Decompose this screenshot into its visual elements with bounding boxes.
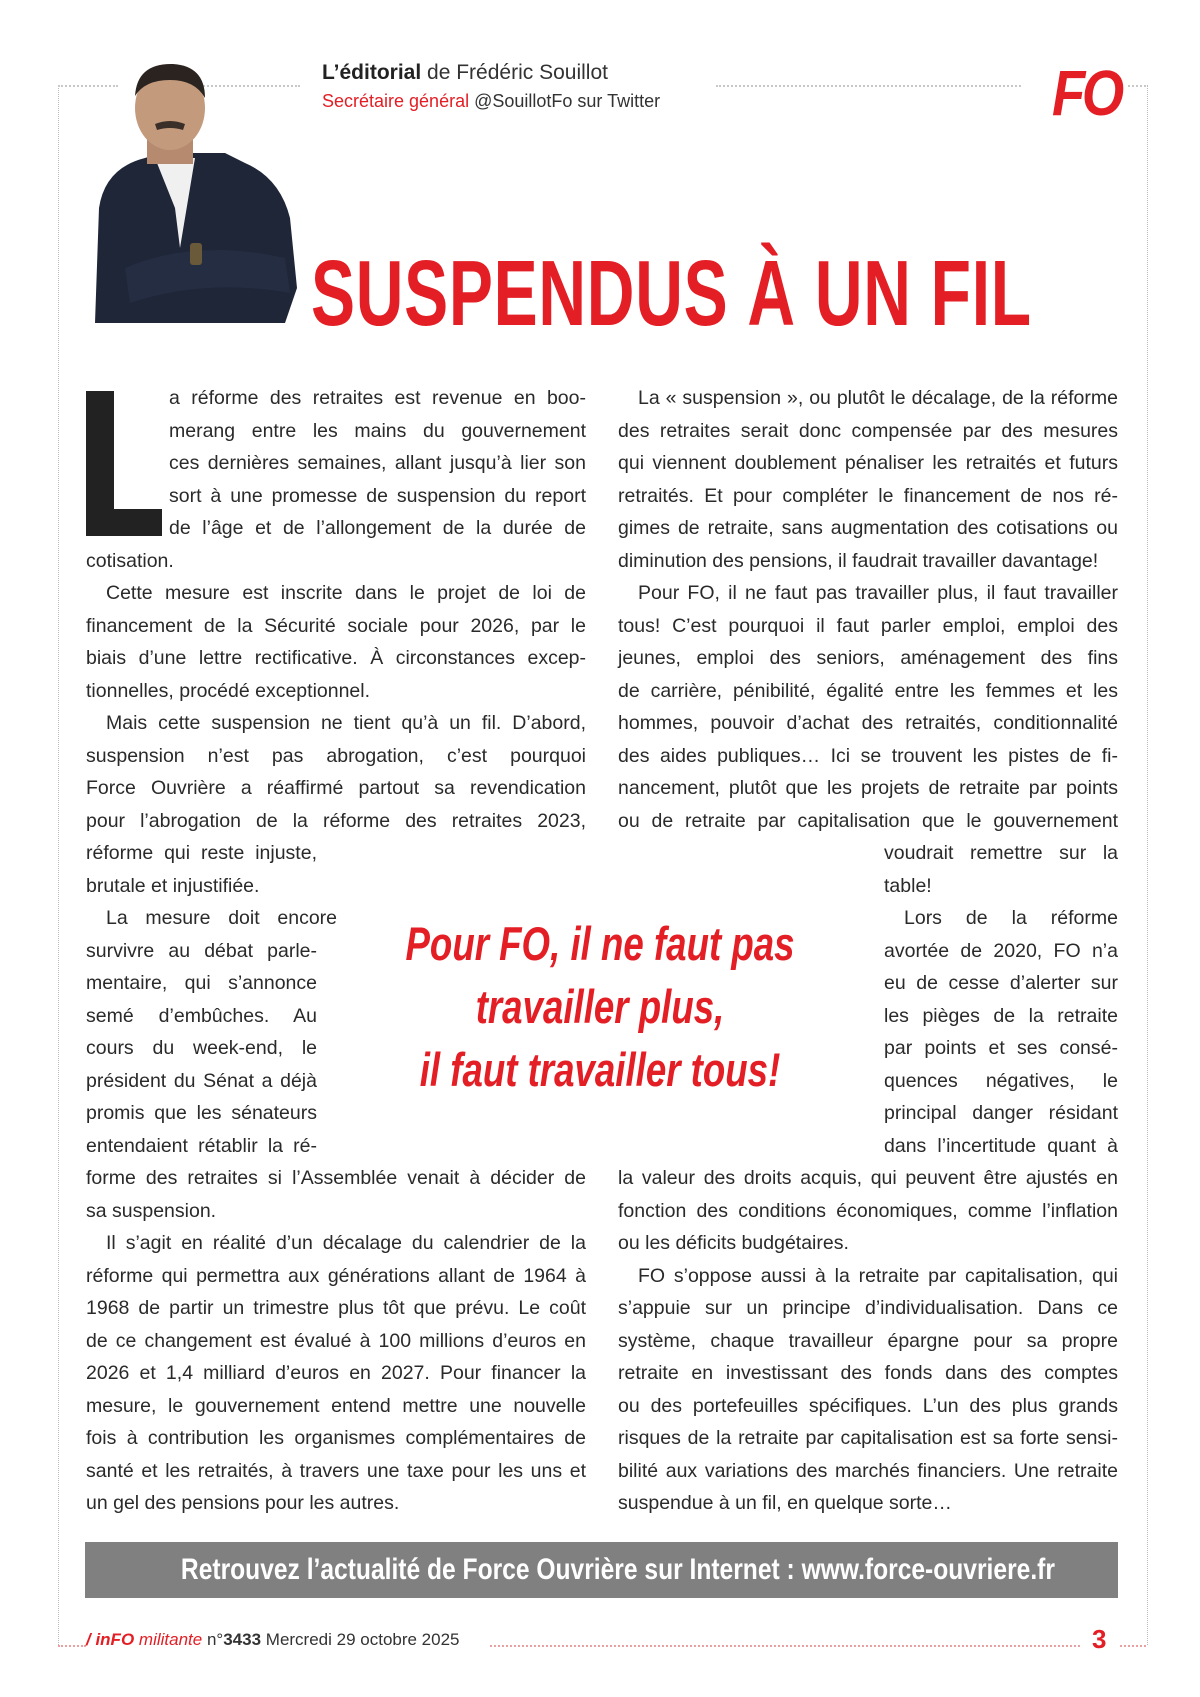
article-text-line: par points et ses consé- — [884, 1037, 1118, 1059]
pull-quote-line: Pour FO, il ne faut pas — [405, 917, 795, 970]
article-text-line: fois à contribution les organismes complémentaires de — [86, 1427, 586, 1449]
article-text-line: suspension n’est pas abrogation, c’est pourquoi — [86, 744, 586, 767]
article-text-line: tous! C’est pourquoi il faut parler emploi, emploi des — [618, 614, 1118, 637]
article-text-line: fonction des conditions économiques, comme l’inflation — [618, 1199, 1118, 1222]
article-text-line: La « suspension », ou plutôt le décalage, de la réforme — [638, 387, 1118, 409]
article-text-line: La mesure doit encore — [106, 907, 337, 929]
article-text-line: biais d’une lettre rectificative. À circonstances excep- — [86, 647, 586, 669]
article-text-line: survivre au débat parle- — [86, 939, 317, 962]
pull-quote-line: travailler plus, — [475, 980, 725, 1033]
divider — [1120, 1645, 1146, 1647]
article-text-line: pour l’abrogation de la réforme des retraites 2023, — [86, 809, 586, 832]
publication-name: militante — [138, 1630, 203, 1649]
article-text-line: hommes, pouvoir d’achat des retraités, conditionnalité — [618, 712, 1118, 734]
article-text-line: financement de la Sécurité sociale pour 2026, par le — [86, 614, 586, 637]
article-text-line: retraités. Et pour compléter le financement de nos ré- — [618, 484, 1118, 507]
article-text-line: Pour FO, il ne faut pas travailler plus, il faut travailler — [638, 582, 1118, 604]
editorial-label: L’éditorial — [322, 61, 422, 84]
article-text-line: système, chaque travailleur épargne pour sa propre — [618, 1329, 1118, 1352]
article-text-line: brutale et injustifiée. — [86, 874, 260, 897]
divider — [490, 1645, 1080, 1647]
article-text-line: quences négatives, le — [884, 1069, 1118, 1092]
pull-quote-line: il faut travailler tous! — [419, 1043, 781, 1096]
divider — [716, 85, 1021, 87]
article-text-line: avortée de 2020, FO n’a — [884, 939, 1118, 962]
info-logo: / inFO — [86, 1630, 135, 1649]
article-text-line: diminution des pensions, il faudrait travailler davantage! — [618, 549, 1099, 572]
page-number: 3 — [1092, 1624, 1107, 1654]
article-text-line: bilité aux variations des marchés financiers. Une retraite — [618, 1459, 1118, 1482]
article-text-line: cours du week-end, le — [86, 1037, 317, 1059]
article-text-line: Cette mesure est inscrite dans le projet de loi de — [106, 582, 586, 604]
divider — [1128, 85, 1146, 87]
article-text-line: réforme qui permettra aux générations allant de 1964 à — [86, 1264, 586, 1287]
article-text-line: Lors de la réforme — [904, 907, 1118, 929]
author-name: de Frédéric Souillot — [427, 61, 608, 84]
page-footer — [86, 1630, 460, 1650]
article-text-line: eu de cesse d’alerter sur — [884, 972, 1118, 994]
article-text-line: ou de retraite par capitalisation que le gouvernement — [618, 809, 1118, 832]
article-text-line: principal danger résidant — [884, 1102, 1118, 1124]
article-text-line: retraite en investissant des fonds dans des comptes — [618, 1362, 1118, 1384]
pull-quote — [330, 912, 870, 1101]
author-role: Secrétaire général — [322, 91, 470, 111]
article-text-line: président du Sénat a déjà — [86, 1069, 317, 1092]
article-text-line: des retraites serait donc compensée par des mesures — [618, 419, 1118, 442]
article-text-line: nancement, plutôt que les projets de retraite par points — [618, 777, 1118, 799]
article-text-line: dans l’incertitude quant à — [884, 1134, 1118, 1157]
brand-name: inFO — [95, 1630, 135, 1649]
twitter-handle: @SouillotFo sur Twitter — [474, 91, 661, 111]
article-text-line: mesure, le gouvernement entend mettre une nouvelle — [86, 1394, 586, 1417]
banner-text: Retrouvez l’actualité de Force Ouvrière sur Internet : www.force-ouvriere.fr — [180, 1553, 1055, 1586]
article-text-line: sort à une promesse de suspension du report — [169, 484, 586, 507]
issue-date: Mercredi 29 octobre 2025 — [265, 1630, 460, 1649]
article-text-line: Mais cette suspension ne tient qu’à un fil. D’abord, — [106, 712, 586, 734]
article-text-line: entendaient rétablir la ré- — [86, 1134, 317, 1157]
article-text-line: réforme qui reste injuste, — [86, 842, 317, 864]
article-text-line: sa suspension. — [86, 1199, 217, 1222]
issue-prefix: n° — [206, 1630, 224, 1649]
author-photo — [85, 58, 300, 323]
article-text-line: Force Ouvrière a réaffirmé partout sa revendication — [86, 777, 586, 799]
article-title: SUSPENDUS À UN FIL — [311, 241, 1032, 345]
article-text-line: table! — [884, 874, 932, 897]
article-text-line: les pièges de la retraite — [884, 1004, 1118, 1027]
article-text-line: risques de la retraite par capitalisation est sa forte sensi- — [618, 1427, 1118, 1449]
article-text-line: de ce changement est évalué à 100 millions d’euros en — [86, 1329, 586, 1352]
article-text-line: qui viennent doublement pénaliser les retraités et futurs — [618, 452, 1118, 474]
article-text-line: des aides publiques… Ici se trouvent les pistes de fi- — [618, 744, 1118, 767]
article-text-line: mentaire, qui s’annonce — [86, 972, 317, 994]
article-text-line: la valeur des droits acquis, qui peuvent être ajustés en — [618, 1167, 1118, 1189]
article-text-line: 1968 de partir un trimestre plus tôt que prévu. Le coût — [86, 1297, 586, 1319]
divider — [58, 1645, 86, 1647]
article-text-line: voudrait remettre sur la — [884, 842, 1118, 864]
article-text-line: ces dernières semaines, allant jusqu’à lier son — [169, 452, 586, 474]
article-text-line: jeunes, emploi des seniors, aménagement des fins — [618, 647, 1118, 669]
article-text-line: promis que les sénateurs — [86, 1102, 317, 1124]
article-text-line: de carrière, pénibilité, égalité entre les femmes et les — [618, 679, 1118, 702]
article-text-line: s’appuie sur un principe d’individualisation. Dans ce — [618, 1297, 1118, 1319]
article-text-line: suspendue à un fil, en quelque sorte… — [618, 1492, 952, 1514]
article-text-line: 2026 et 1,4 milliard d’euros en 2027. Pour financer la — [86, 1362, 586, 1384]
article-text-line: ou des portefeuilles spécifiques. L’un des plus grands — [618, 1394, 1118, 1417]
article-text-line: ou les déficits budgétaires. — [618, 1232, 849, 1254]
article-text-line: forme des retraites si l’Assemblée venait à décider de — [86, 1167, 586, 1189]
editorial-header — [322, 58, 660, 116]
article-text-line: un gel des pensions pour les autres. — [86, 1492, 400, 1514]
article-text-line: cotisation. — [86, 549, 174, 572]
article-text-line: Il s’agit en réalité d’un décalage du calendrier de la — [106, 1232, 586, 1254]
article-text-line: a réforme des retraites est revenue en boo- — [169, 387, 586, 409]
article-text-line: de l’âge et de l’allongement de la durée de — [169, 517, 586, 539]
article-text-line: tionnelles, procédé exceptionnel. — [86, 679, 371, 702]
article-text-line: FO s’oppose aussi à la retraite par capitalisation, qui — [638, 1264, 1118, 1287]
article-text-line: semé d’embûches. Au — [86, 1004, 317, 1027]
article-text-line: santé et les retraités, à travers une taxe pour les uns et — [86, 1459, 586, 1482]
article-text-line: merang entre les mains du gouvernement — [169, 419, 586, 442]
article-text-line: gimes de retraite, sans augmentation des cotisations ou — [618, 517, 1118, 539]
website-banner[interactable] — [85, 1542, 1118, 1598]
fo-logo: FO — [1052, 57, 1121, 129]
issue-number: 3433 — [223, 1630, 262, 1649]
